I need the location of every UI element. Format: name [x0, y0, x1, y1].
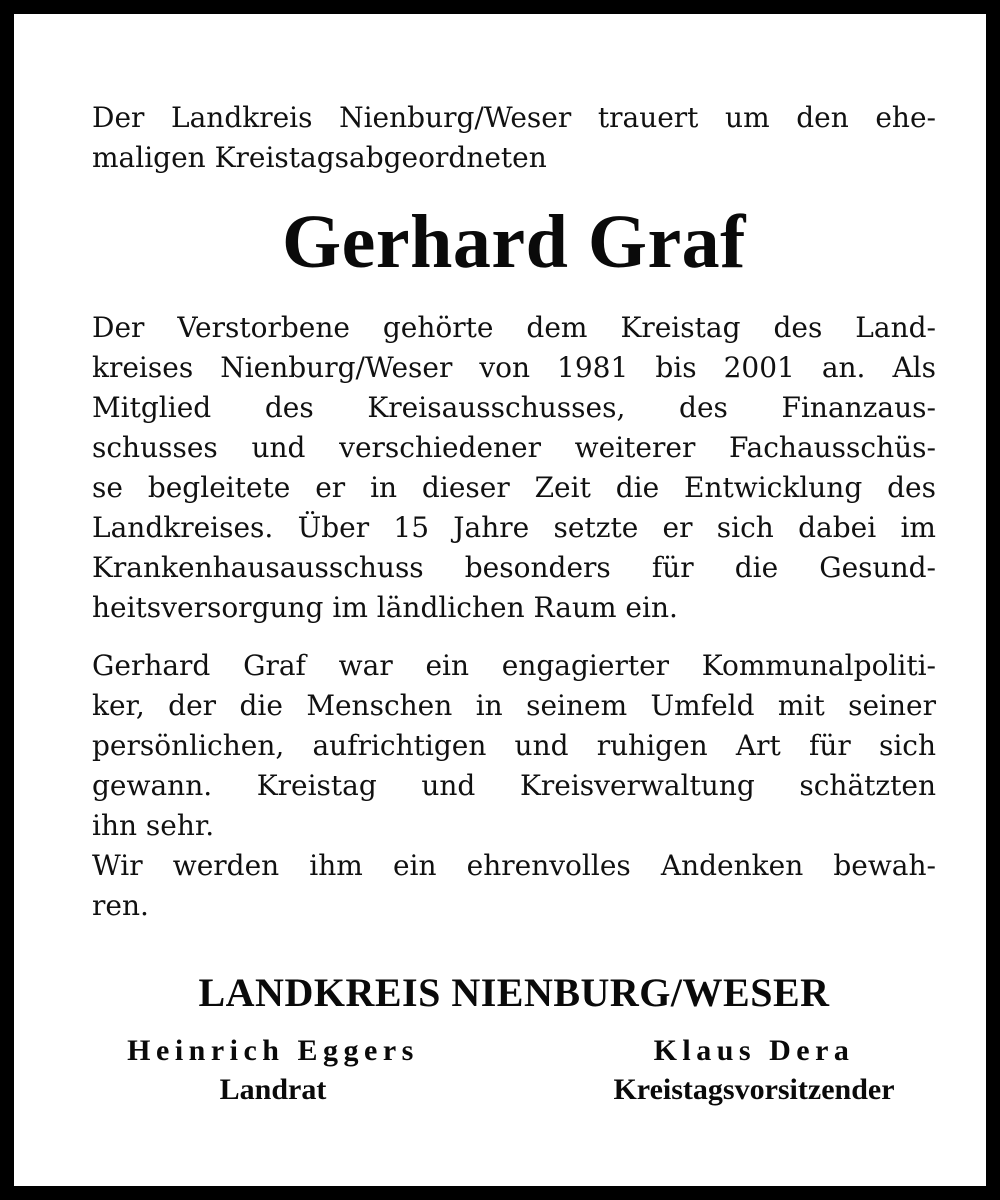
paragraph-tribute — [92, 646, 936, 926]
signatory-title: Kreistagsvorsitzender — [613, 1073, 895, 1106]
paragraph-line: Wir werden ihm ein ehrenvolles Andenken bewah- — [92, 849, 936, 882]
paragraph-line: Krankenhausausschuss besonders für die Gesund- — [92, 551, 936, 584]
signatory-left — [92, 1032, 454, 1110]
intro-text — [92, 98, 936, 178]
notice-content — [92, 98, 936, 1122]
signature-block — [92, 1032, 936, 1122]
signatory-name: Klaus Dera — [653, 1034, 855, 1067]
paragraph-line: ren. — [92, 889, 149, 922]
intro-line: maligen Kreistagsabgeordneten — [92, 141, 547, 174]
paragraph-line: heitsversorgung im ländlichen Raum ein. — [92, 591, 678, 624]
intro-line: Der Landkreis Nienburg/Weser trauert um den ehe- — [92, 101, 936, 134]
paragraph-line: se begleitete er in dieser Zeit die Entwicklung des — [92, 471, 936, 504]
paragraph-biography — [92, 308, 936, 628]
paragraph-line: Der Verstorbene gehörte dem Kreistag des Land- — [92, 311, 936, 344]
signatory-right — [572, 1032, 936, 1110]
paragraph-line: ker, der die Menschen in seinem Umfeld mit seiner — [92, 689, 936, 722]
paragraph-line: Landkreises. Über 15 Jahre setzte er sich dabei im — [92, 511, 936, 544]
signatory-name: Heinrich Eggers — [127, 1034, 419, 1067]
paragraph-line: schusses und verschiedener weiterer Fachausschüs- — [92, 431, 936, 464]
deceased-name: Gerhard Graf — [281, 200, 746, 284]
paragraph-line: gewann. Kreistag und Kreisverwaltung schätzten — [92, 769, 936, 802]
paragraph-line: Gerhard Graf war ein engagierter Kommunalpoliti- — [92, 649, 936, 682]
paragraph-line: persönlichen, aufrichtigen und ruhigen Art für sich — [92, 729, 936, 762]
signatory-title: Landrat — [219, 1073, 327, 1106]
organization-name: LANDKREIS NIENBURG/WESER — [198, 970, 830, 1015]
paragraph-line: ihn sehr. — [92, 809, 215, 842]
paragraph-line: Mitglied des Kreisausschusses, des Finanzaus- — [92, 391, 936, 424]
paragraph-line: kreises Nienburg/Weser von 1981 bis 2001 an. Als — [92, 351, 936, 384]
